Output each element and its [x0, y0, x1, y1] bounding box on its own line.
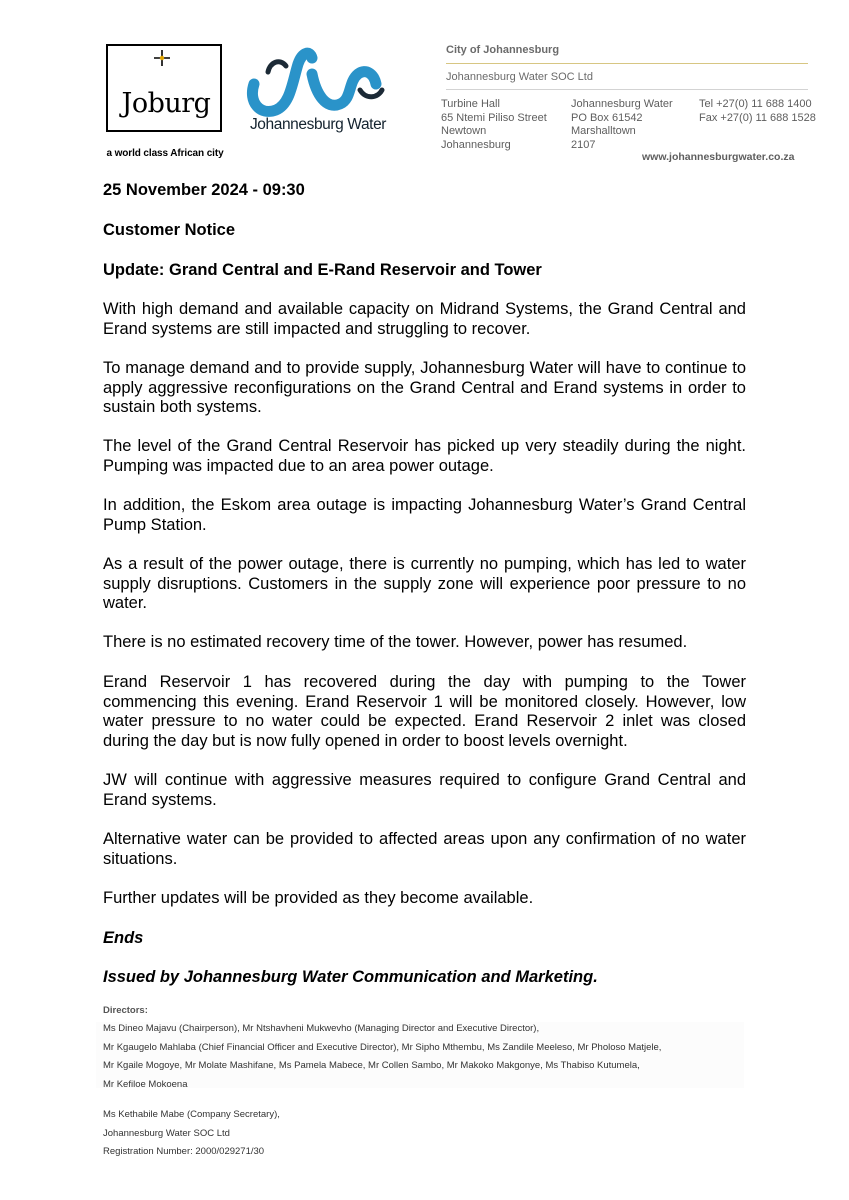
directors-label: Directors:	[103, 1005, 148, 1016]
notice-title: Update: Grand Central and E-Rand Reservoir and Tower	[103, 261, 542, 279]
paragraph-3: The level of the Grand Central Reservoir has picked up very steadily during the night. Pumping was impacted due to an area power outage.	[103, 437, 746, 475]
directors-list	[103, 1020, 661, 1094]
physical-address	[441, 98, 547, 152]
jw-logo-wordmark: Johannesburg Water	[249, 116, 387, 133]
issued-by: Issued by Johannesburg Water Communication and Marketing.	[103, 968, 598, 986]
letterhead-company: Johannesburg Water SOC Ltd	[446, 71, 593, 83]
contact-numbers	[699, 98, 816, 125]
company-name: Johannesburg Water SOC Ltd	[103, 1127, 230, 1139]
paragraph-7: Erand Reservoir 1 has recovered during the day with pumping to the Tower commencing this evening. Erand Reservoir 1 will be monitored closely. However, low water pressure to no water could be expected. Erand Reservoir 2 inlet was closed during the day but is now fully opened in order to boost levels overnight.	[103, 673, 746, 750]
directors-line: Mr Kgaile Mogoye, Mr Molate Mashifane, Ms Pamela Mabece, Mr Collen Sambo, Mr Makoko Makgonye, Ms Thabiso Kutumela,	[103, 1060, 640, 1072]
registration-number: Registration Number: 2000/029271/30	[103, 1146, 265, 1158]
joburg-logo	[106, 44, 222, 132]
postal-address	[571, 98, 673, 152]
paragraph-5: As a result of the power outage, there is currently no pumping, which has led to water supply disruptions. Customers in the supply zone will experience poor pressure to no water.	[103, 555, 746, 612]
notice-type: Customer Notice	[103, 221, 236, 239]
paragraph-10: Further updates will be provided as they become available.	[103, 889, 534, 907]
letterhead-divider-gold	[446, 63, 808, 64]
address-line: Newtown	[441, 125, 487, 137]
fax: Fax +27(0) 11 688 1528	[699, 111, 816, 124]
paragraph-1: With high demand and available capacity on Midrand Systems, the Grand Central and Erand systems are still impacted and struggling to recover.	[103, 300, 746, 338]
letterhead-divider	[446, 89, 808, 90]
joburg-logo-text: Joburg	[121, 88, 211, 119]
paragraph-4: In addition, the Eskom area outage is impacting Johannesburg Water’s Grand Central Pump Station.	[103, 496, 746, 534]
directors-line: Mr Kgaugelo Mahlaba (Chief Financial Officer and Executive Director), Mr Sipho Mthembu, Ms Zandile Meeleso, Mr Pholoso Matjele,	[103, 1041, 662, 1053]
joburg-tagline: a world class African city	[106, 148, 224, 159]
jw-wave-logo-icon	[242, 44, 392, 124]
website-link[interactable]: www.johannesburgwater.co.za	[642, 151, 795, 163]
company-secretary: Ms Kethabile Mabe (Company Secretary),	[103, 1109, 280, 1120]
paragraph-8: JW will continue with aggressive measures required to configure Grand Central and Erand systems.	[103, 771, 746, 809]
company-details	[103, 1106, 280, 1162]
notice-date: 25 November 2024 - 09:30	[103, 181, 305, 199]
address-line: Marshalltown	[571, 125, 636, 137]
address-line: Turbine Hall	[441, 98, 500, 110]
address-line: 2107	[571, 138, 596, 151]
letterhead-city: City of Johannesburg	[446, 44, 560, 56]
address-line: 65 Ntemi Piliso Street	[441, 111, 547, 124]
address-line: PO Box 61542	[571, 111, 643, 124]
telephone: Tel +27(0) 11 688 1400	[699, 98, 812, 110]
paragraph-2: To manage demand and to provide supply, Johannesburg Water will have to continue to apply aggressive reconfigurations on the Grand Central and Erand systems in order to sustain both systems.	[103, 359, 746, 416]
paragraph-6: There is no estimated recovery time of the tower. However, power has resumed.	[103, 633, 688, 651]
paragraph-9: Alternative water can be provided to affected areas upon any confirmation of no water situations.	[103, 830, 746, 868]
directors-line: Mr Kefiloe Mokoena	[103, 1078, 188, 1090]
ends-label: Ends	[103, 929, 144, 947]
address-line: Johannesburg	[441, 138, 511, 151]
directors-line: Ms Dineo Majavu (Chairperson), Mr Ntshavheni Mukwevho (Managing Director and Executive Director),	[103, 1023, 540, 1034]
address-line: Johannesburg Water	[571, 98, 673, 110]
